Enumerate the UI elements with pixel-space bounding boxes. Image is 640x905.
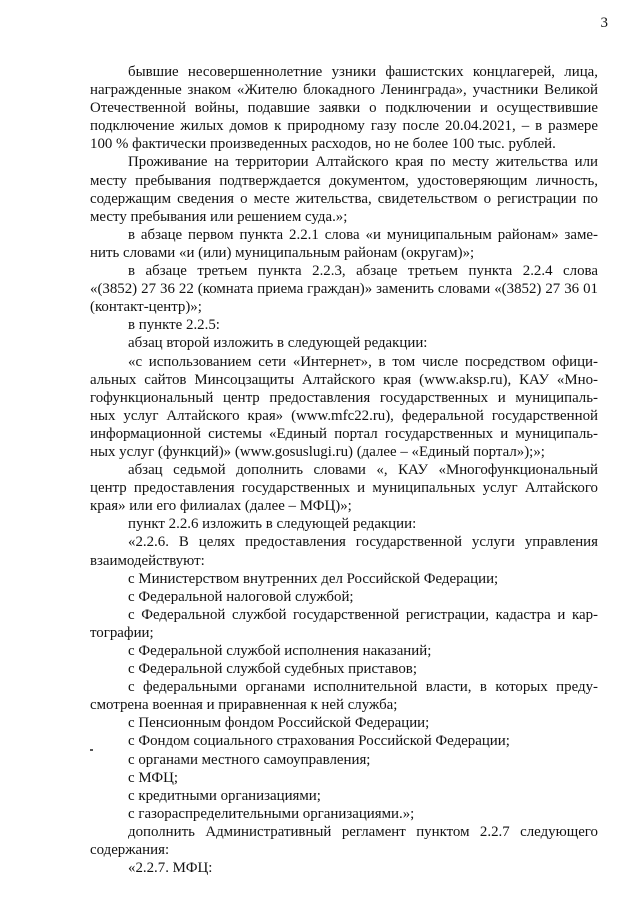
text-line: абзац седьмой дополнить словами «, КАУ «Многофункциональный: [128, 462, 598, 479]
text-line: бывшие несовершеннолетние узники фашистских концлагерей, лица,: [128, 64, 598, 80]
text-line: 100 % фактически произведенных расходов, но не более 100 тыс. рублей.: [90, 136, 556, 153]
text-line: содержания:: [90, 842, 170, 859]
text-line: подключение жилых домов к природному газу после 20.04.2021, – в размере: [90, 118, 598, 135]
text-line: центр предоставления государственных и муниципальных услуг Алтайского: [90, 480, 598, 497]
text-line: альных сайтов Минсоцзащиты Алтайского края (www.aksp.ru), КАУ «Мно-: [90, 371, 598, 388]
text-line: награжденные знаком «Жителю блокадного Ленинграда», участники Великой: [90, 82, 598, 99]
text-line: с Федеральной налоговой службой;: [128, 588, 354, 605]
text-line: «с использованием сети «Интернет», в том числе посредством офици-: [128, 353, 598, 370]
text-line: в абзаце третьем пункта 2.2.3, абзаце третьем пункта 2.2.4 слова: [128, 263, 598, 280]
document-body: [90, 63, 598, 877]
text-line: с Федеральной службой государственной регистрации, кадастра и кар-: [128, 606, 598, 623]
text-line: «2.2.7. МФЦ:: [128, 860, 213, 877]
text-line: с Федеральной службой судебных приставов;: [128, 661, 417, 678]
text-line: абзац второй изложить в следующей редакции:: [128, 335, 428, 352]
text-line: Проживание на территории Алтайского края по месту жительства или: [128, 154, 598, 171]
text-line: пункт 2.2.6 изложить в следующей редакции:: [128, 516, 417, 533]
text-line: информационной системы «Единый портал государственных и муниципаль-: [90, 425, 598, 442]
text-line: взаимодействуют:: [90, 552, 205, 569]
text-line: смотрена военная и приравненная к ней служба;: [90, 697, 398, 714]
text-line: в пункте 2.2.5:: [128, 317, 220, 334]
text-line: тографии;: [90, 624, 154, 641]
text-line: (контакт-центр)»;: [90, 299, 202, 316]
text-line: с Фондом социального страхования Российской Федерации;: [128, 733, 510, 750]
text-line: с Федеральной службой исполнения наказаний;: [128, 643, 432, 659]
text-line: гофункциональный центр предоставления государственных и муниципаль-: [90, 389, 598, 406]
text-line: ных услуг (функций)» (www.gosuslugi.ru) (далее – «Единый портал»);»;: [90, 443, 545, 460]
text-line: с органами местного самоуправления;: [128, 751, 371, 768]
text-line: дополнить Административный регламент пунктом 2.2.7 следующего: [128, 823, 598, 840]
text-line: в абзаце первом пункта 2.2.1 слова «и муниципальным районам» заме-: [128, 226, 598, 243]
text-line: с Министерством внутренних дел Российской Федерации;: [128, 570, 499, 587]
text-line: «(3852) 27 36 22 (комната приема граждан)» заменить словами «(3852) 27 36 01: [90, 281, 598, 298]
scan-mark: [90, 749, 93, 751]
text-line: с газораспределительными организациями.»;: [128, 805, 415, 822]
text-line: содержащим сведения о месте жительства, свидетельством о регистрации по: [90, 190, 598, 207]
text-line: нить словами «и (или) муниципальным районам (округам)»;: [90, 244, 475, 261]
text-line: «2.2.6. В целях предоставления государственной услуги управления: [128, 534, 598, 551]
text-line: месту пребывания подтверждается документом, удостоверяющим личность,: [90, 172, 598, 189]
text-line: края» или его филиалах (далее – МФЦ)»;: [90, 498, 352, 515]
text-line: с МФЦ;: [128, 769, 179, 786]
text-line: с Пенсионным фондом Российской Федерации;: [128, 715, 430, 732]
text-line: Отечественной войны, подавшие заявки о подключении и осуществившие: [90, 100, 598, 117]
text-line: с кредитными организациями;: [128, 787, 321, 804]
page-number: 3: [600, 15, 608, 31]
text-line: месту пребывания или решением суда.»;: [90, 208, 348, 225]
text-line: ных услуг Алтайского края» (www.mfc22.ru), федеральной государственной: [90, 407, 598, 424]
text-line: с федеральными органами исполнительной власти, в которых преду-: [128, 679, 598, 696]
